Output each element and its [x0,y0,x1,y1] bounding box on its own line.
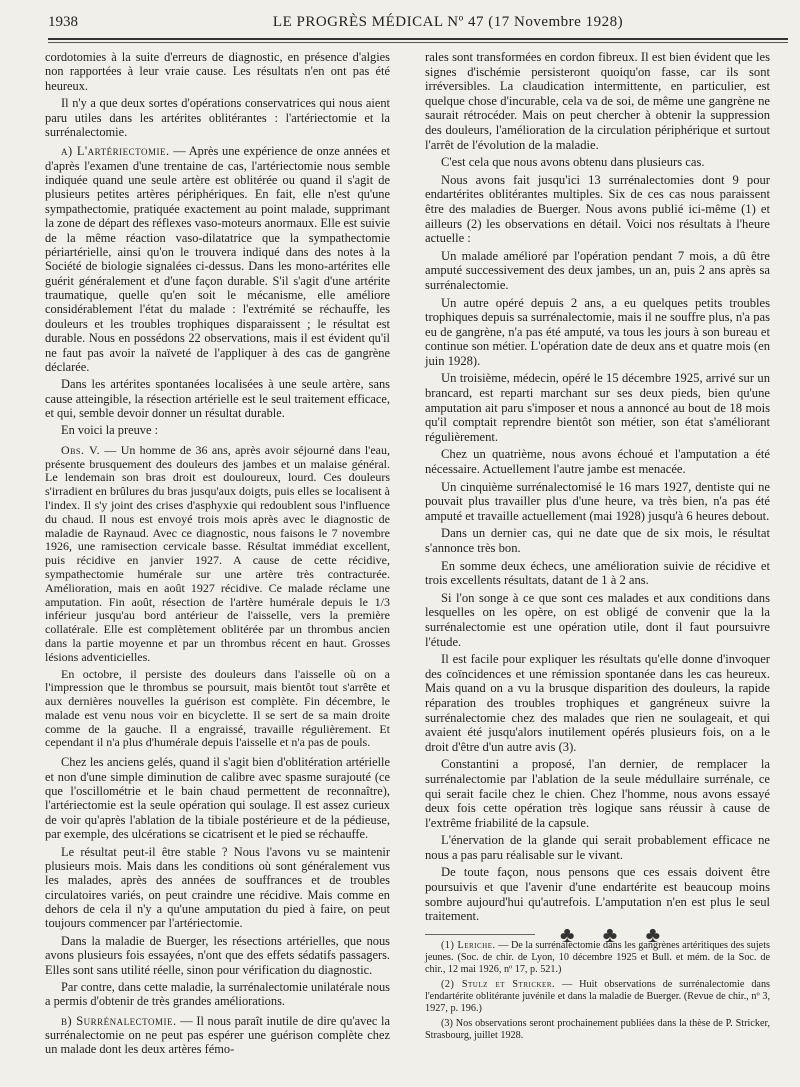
paragraph: Par contre, dans cette maladie, la surrénalectomie unilatérale nous a permis d'obtenir de très grandes améliorations. [45,979,390,1009]
left-column [45,50,390,1060]
paragraph: Le résultat peut-il être stable ? Nous l'avons vu se maintenir plusieurs mois. Mais dans les conditions où sont généralement vus les malades, après des années de souffrances et de troubles circulatoires variés, on peut craindre une récidive. Mais comme en dehors de cela il n'y a qu'une amputation du pied à faire, on peut toujours commencer par l'artériectomie. [45,844,390,931]
fleuron-icon: ♣ [560,922,575,947]
header-rule-thick [48,38,788,40]
paragraph: L'énervation de la glande qui serait probablement efficace ne nous a pas paru réalisable sur le vivant. [425,833,770,862]
fleuron-ornament [560,922,660,948]
paragraph: Constantini a proposé, l'an dernier, de remplacer la surrénalectomie par l'ablation de la seule médullaire surrénale, ce qui serait facile chez le chien. Chez l'homme, nous avons essayé deux fois cette opération très logique sans réussir à cause de l'extrême friabilité de la capsule. [425,757,770,830]
paragraph: Dans les artérites spontanées localisées à une seule artère, sans cause atteingible, la résection artérielle est le seul traitement efficace, et qui, semble devoir donner un résultat durable. [45,377,390,420]
paragraph: Chez un quatrième, nous avons échoué et l'amputation a été nécessaire. Actuellement l'autre jambe est menacée. [425,447,770,477]
observation-continued: En octobre, il persiste des douleurs dans l'aisselle où on a l'impression que le thrombus se poursuit, mais bientôt tout s'arrête et aux dernières nouvelles la guérison est complète. Fin décembre, le malade est venu nous voir en bicyclette. Il se sert de sa main droite comme de la gauche. Il a engraissé, travaille régulièrement. Et cependant il n'a plus d'humérale depuis l'aisselle et n'a pas de pouls. [45,666,390,750]
paragraph: Un troisième, médecin, opéré le 15 décembre 1925, arrivé sur un brancard, est reparti marchant sur ses deux pieds, bien qu'une amputation ait paru s'imposer et nous a annoncé au bout de 18 mois qu'il comptait reprendre bientôt son métier, son état s'améliorant régulièrement. [425,371,770,444]
observation-text: — Un homme de 36 ans, après avoir séjourné dans l'eau, présente brusquement des douleurs des jambes et un malaise général. Le lendemain son bras droit est douloureux, lourd. Ces douleurs s'irradient en brûlures du bras jusqu'aux doigts, puis elles se localisent à l'index. Il s'y joint des crises d'asphyxie qui redoublent sous l'influence du chaud. Il nous est envoyé trois mois après avec le diagnostic de maladie de Raynaud. Avec ce diagnostic, nous faisons le 7 novembre 1926, une ramisection cervicale basse. Résultat immédiat excellent, puis récidive en janvier 1927. A cause de cette récidive, sympathectomie humérale sur une artère très contracturée. Amélioration, mais en août 1927 récidive. Ce malade réclame une amputation. Fin août, résection de l'artère humérale depuis le 1/3 inférieur jusqu'au bord antérieur de l'aisselle, vers la première collatérale. Elle est complètement oblitérée par un thrombus ancien dans la partie moyenne et par un thrombus récent en haut. Grosses lésions adventicielles. [45,442,390,664]
paragraph: Si l'on songe à ce que sont ces malades et aux conditions dans lesquelles on les opère, on est obligé de convenir que la la surrénalectomie est une opération utile, dont il faut poursuivre l'étude. [425,590,770,649]
section-surrenalectomie [45,1014,390,1057]
footnote-rule [425,934,535,935]
paragraph: En somme deux échecs, une amélioration suivie de récidive et trois excellents résultats, datant de 1 à 2 ans. [425,558,770,588]
paragraph: Dans la maladie de Buerger, les résections artérielles, que nous avons plusieurs fois essayées, n'ont que des effets sédatifs passagers. Elles sont sans utilité réelle, sinon pour vérification du diagnostic. [45,933,390,977]
observation-label: Obs. V. [61,442,101,457]
paragraph: Chez les anciens gelés, quand il s'agit bien d'oblitération artérielle et non d'une simple diminution de calibre avec spasme surajouté (ce que l'oscillométrie et le bain chaud permettent de reconnaître), l'artériectomie est la seule opération qui soulage. Il est assez curieux de voir qu'après l'ablation de la tibiale postérieure et de la pédieuse, par exemple, des ulcérations se cicatrisent et le pied se réchauffe. [45,755,390,842]
footnote-text: — De la surrénalectomie dans les gangrènes artéritiques des sujets jeunes. (Soc. de chir. de Lyon, 10 décembre 1925 et Bull. et mém. de la Soc. de chir., 12 mai 1926, nº 17, p. 521.) [425,939,770,975]
paragraph: Un cinquième surrénalectomisé le 16 mars 1927, dentiste qui ne pouvait plus travailler plus d'une heure, va très bien, n'a pas été amputé et travaille actuellement (mai 1928) jusqu'à 6 heures debout. [425,479,770,523]
running-title: LE PROGRÈS MÉDICAL Nº 47 (17 Novembre 1928) [272,14,624,30]
page-number: 1938 [48,14,78,30]
right-column [425,50,770,1045]
paragraph: De toute façon, nous pensons que ces essais doivent être poursuivis et que l'avenir d'une endartérite est beaucoup moins sombre aujourd'hui qu'autrefois. L'amputation n'en est plus le seul traitement. [425,865,770,924]
section-text: — Il nous paraît inutile de dire qu'avec la surrénalectomie on ne peut pas espérer une guérison complète chez un malade dont les deux artères fémo- [45,1013,390,1057]
paragraph: C'est cela que nous avons obtenu dans plusieurs cas. [441,155,705,170]
footnote-text: — Huit observations de surrénalectomie dans l'endartérite oblitérante juvénile et dans la maladie de Buerger. (Revue de chir., nº 3, 1927, p. 196.) [425,978,770,1014]
fleuron-icon: ♣ [602,922,618,947]
section-heading: a) L'artériectomie. [61,144,170,159]
observation-v [45,444,390,665]
section-arteriectomie [45,144,390,374]
paragraph: Il n'y a que deux sortes d'opérations conservatrices qui nous aient paru utiles dans les artérites oblitérantes : l'artériectomie et la surrénalectomie. [45,96,390,139]
footnote-2 [425,979,770,1015]
paragraph: En voici la preuve : [61,423,159,438]
paragraph: cordotomies à la suite d'erreurs de diagnostic, en présence d'algies non rapportées à leur vraie cause. Les résultats n'en ont pas été heureux. [45,50,390,93]
header-rule-thin [48,42,788,43]
footnote-author: (2) Stulz et Stricker. [441,978,556,990]
paragraph: Dans un dernier cas, qui ne date que de six mois, le résultat s'annonce très bon. [425,526,770,555]
section-text: — Après une expérience de onze années et d'après l'examen d'une trentaine de cas, l'artériectomie nous semble indiquée quand une seule artère est oblitérée ou quand il s'agit de plusieurs petites artères périphériques. En fait, elle n'est qu'une sympathectomie, pratiquée exactement au point malade, supprimant la zone de départ des réflexes vaso-moteurs anormaux. Elle est suivie de la même réaction vaso-dilatatrice que la sympathectomie périartérielle, ainsi qu'on le trouvera indiqué dans des notes à la Société de biologie signalées ci-dessus. Dans les mono-artérites elle guérit généralement et d'une façon durable. S'il s'agit d'une artérite traumatique, quelle qu'en soit le mécanisme, elle améliore considérablement l'état du malade : l'extrémité se réchauffe, les douleurs et les troubles trophiques disparaissent ; le résultat est durable. Nous en possédons 22 observations, mais il est évident qu'il ne faut pas avoir la naïveté de l'appliquer à des cas de gangrène déclarée. [45,144,390,374]
fleuron-icon: ♣ [645,922,660,947]
paragraph: Il est facile pour expliquer les résultats qu'elle donne d'invoquer des coïncidences et une rémission spontanée dans les cas heureux. Mais quand on a vu la brusque disparition des douleurs, la rapide réparation des troubles trophiques et gangréneux suivre la surrénalectomie chez des malades que rien ne soulageait, et qui avaient été jusqu'alors inutilement opérés plusieurs fois, on a le droit d'être d'un autre avis (3). [425,652,770,754]
paragraph: rales sont transformées en cordon fibreux. Il est bien évident que les signes d'ischémie persisteront quoiqu'on fasse, car ils sont irréversibles. La claudication intermittente, en particulier, est quelque chose d'incurable, cela va de soi, de même une gangrène ne saurait rétrocéder. Mais on peut chercher à obtenir la suppression des douleurs, l'amélioration de la circulation périphérique et surtout l'arrêt de l'évolution de la maladie. [425,50,770,152]
paragraph: Un autre opéré depuis 2 ans, a eu quelques petits troubles trophiques depuis sa surrénalectomie, mais il ne souffre plus, n'a pas eu de gangrène, n'a pas été amputé, va tous les jours à son bureau et continue son métier. L'opération date de deux ans et quatre mois (en juin 1928). [425,295,770,368]
section-heading: b) Surrénalectomie. [61,1013,177,1028]
page-header [48,14,788,36]
footnote-author: (1) Leriche. [441,939,496,951]
footnote-3: (3) Nos observations seront prochainement publiées dans la thèse de P. Stricker, Strasbourg, juillet 1928. [425,1017,770,1041]
paragraph: Nous avons fait jusqu'ici 13 surrénalectomies dont 9 pour endartérites oblitérantes multiples. Six de ces cas nous paraissent être des maladies de Buerger. Nous avons publié ici-même (1) et ailleurs (2) les observations en détail. Voici nos résultats à l'heure actuelle : [425,172,770,246]
paragraph: Un malade amélioré par l'opération pendant 7 mois, a dû être amputé successivement des deux jambes, un an, puis 2 ans après sa surrénalectomie. [425,248,770,292]
